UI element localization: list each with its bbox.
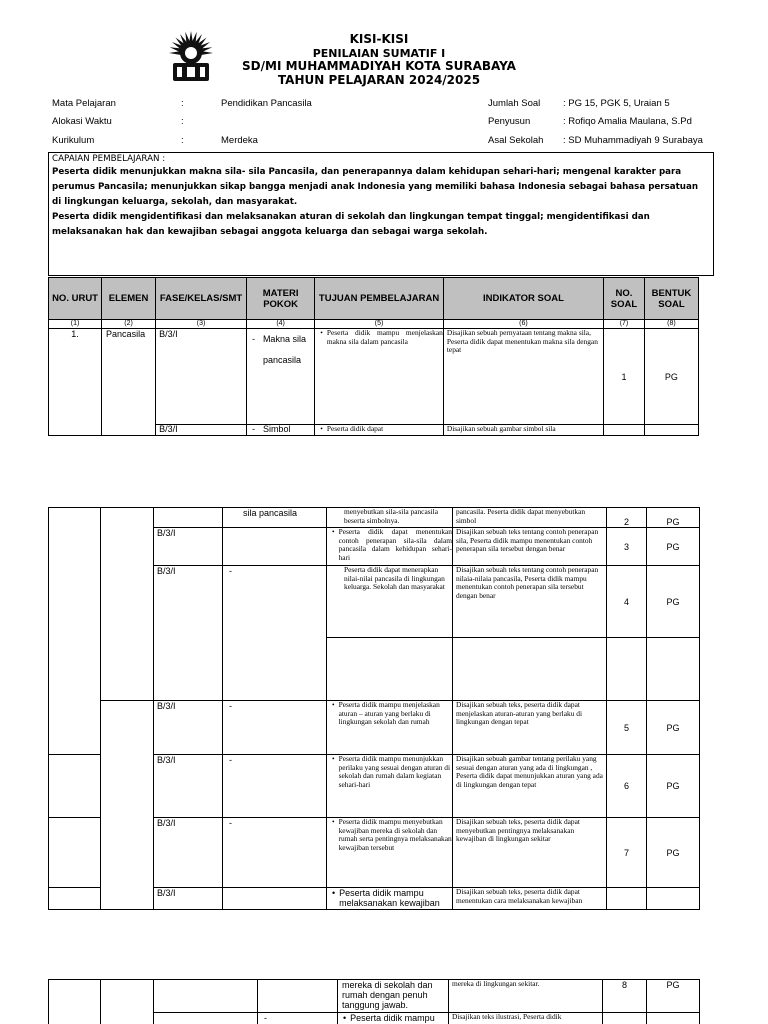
- row-fase: [154, 508, 223, 528]
- row-indikator: Disajikan sebuah teks, peserta didik dapat menyebutkan pentingnya melaksanakan kewajiban di lingkungan sekitar: [453, 818, 607, 888]
- row-indikator: pancasila. Peserta didik dapat menyebutkan simbol: [453, 508, 607, 528]
- row-fase: B/3/I: [154, 755, 223, 818]
- col-number: (2): [102, 320, 156, 329]
- capaian-paragraph-2: Peserta didik mengidentifikasi dan melaksanakan aturan di sekolah dan lingkungan tempat tinggal; mengidentifikasi dan melaksanakan hak dan kewajiban sebagai anggota keluarga dan sebagai warga sekolah.: [52, 212, 650, 237]
- row-bentuk: [647, 888, 700, 910]
- row-indikator: Disajikan sebuah teks tentang contoh penerapan nilaia-nilaia pancasila, Peserta didik mampu menentukan contoh penerapan sila tersebut dengan benar: [453, 566, 607, 638]
- doc-title: KISI-KISI: [349, 32, 409, 46]
- row-bentuk: PG: [647, 980, 700, 1013]
- row-bentuk: PG: [647, 701, 700, 755]
- header-tujuan: TUJUAN PEMBELAJARAN: [315, 278, 444, 320]
- header-fase: FASE/KELAS/SMT: [156, 278, 247, 320]
- asal-value: : SD Muhammadiyah 9 Surabaya: [563, 135, 703, 146]
- dash-mark: -: [251, 424, 255, 434]
- row-bentuk: [644, 425, 698, 436]
- row-fase: B/3/I: [156, 425, 247, 436]
- dash-mark: -: [251, 334, 255, 344]
- row-materi: -: [223, 701, 327, 755]
- mapel-colon: :: [181, 98, 184, 109]
- row-fase: B/3/I: [154, 701, 223, 755]
- row-no-soal: [604, 425, 645, 436]
- school-year: TAHUN PELAJARAN 2024/2025: [277, 73, 481, 87]
- mapel-value: Pendidikan Pancasila: [221, 98, 312, 109]
- row-no-soal: 1: [604, 329, 645, 425]
- alokasi-colon: :: [181, 116, 184, 127]
- row-no-soal: 5: [607, 701, 647, 755]
- header-elemen: ELEMEN: [102, 278, 156, 320]
- row-indikator: Disajikan teks ilustrasi, Peserta didik: [449, 1013, 603, 1024]
- row-number: [49, 818, 101, 888]
- row-materi: [258, 980, 338, 1013]
- row-indikator: Disajikan sebuah teks, peserta didik dapat menentukan cara melaksanakan kewajiban: [453, 888, 607, 910]
- row-no-soal: 4: [607, 566, 647, 638]
- capaian-box: [48, 152, 714, 276]
- bullet-mark: •: [320, 328, 323, 337]
- row-no-soal: 7: [607, 818, 647, 888]
- tujuan-text: Peserta didik mampu menjelaskan aturan – aturan yang berlaku di lingkungan sekolah dan rumah: [338, 700, 440, 727]
- kurikulum-label: Kurikulum: [52, 135, 95, 146]
- row-no-soal: 6: [607, 755, 647, 818]
- row-tujuan: [327, 566, 453, 638]
- materi-text: Makna sila pancasila: [262, 334, 306, 365]
- table-row: [49, 701, 700, 755]
- row-bentuk: PG: [647, 528, 700, 566]
- empty-cell: [607, 638, 647, 701]
- row-fase: [154, 1013, 258, 1024]
- col-number: (1): [49, 320, 102, 329]
- col-number: (5): [315, 320, 444, 329]
- row-number: [49, 980, 101, 1024]
- row-no-soal: [607, 888, 647, 910]
- doc-subtitle: PENILAIAN SUMATIF I: [312, 47, 446, 60]
- row-materi: [246, 425, 314, 436]
- materi-text: Simbol: [262, 424, 291, 434]
- tujuan-text: Peserta didik mampu menyebutkan kewajiban mereka di sekolah dan rumah serta pentingnya melaksanakan kewajiban tersebut: [338, 817, 452, 852]
- bullet-mark: •: [332, 817, 335, 826]
- row-no-soal: [603, 1013, 647, 1024]
- col-number: (7): [604, 320, 645, 329]
- row-indikator: Disajikan sebuah gambar tentang perilaku yang sesuai dengan aturan yang ada di lingkungan , Peserta didik dapat menunjukkan aturan yang ada di lingkungan dengan tepat: [453, 755, 607, 818]
- row-elemen: [101, 980, 154, 1024]
- col-number: (6): [443, 320, 603, 329]
- table-row: [49, 508, 700, 528]
- tujuan-text: Peserta didik mampu: [350, 1013, 435, 1023]
- row-fase: [154, 980, 258, 1013]
- row-fase: B/3/I: [154, 566, 223, 701]
- school-name: SD/MI MUHAMMADIYAH KOTA SURABAYA: [242, 59, 516, 73]
- row-tujuan: [327, 528, 453, 566]
- row-bentuk: PG: [647, 755, 700, 818]
- row-tujuan: [315, 425, 444, 436]
- row-bentuk: [647, 1013, 700, 1024]
- row-tujuan: menyebutkan sila-sila pancasila beserta simbolnya.: [327, 508, 453, 528]
- mapel-label: Mata Pelajaran: [52, 98, 116, 109]
- row-bentuk: PG: [647, 818, 700, 888]
- capaian-title: CAPAIAN PEMBELAJARAN :: [52, 154, 166, 164]
- empty-cell: [453, 638, 607, 701]
- row-materi: -: [258, 1013, 338, 1024]
- empty-cell: [647, 638, 700, 701]
- row-no-soal: 3: [607, 528, 647, 566]
- row-no-soal: 2: [607, 508, 647, 528]
- row-indikator: mereka di lingkungan sekitar.: [449, 980, 603, 1013]
- tujuan-text: Peserta didik dapat menentukan contoh penerapan sila-sila dalam pancasila dalam kehidupan sehari-hari: [338, 527, 452, 562]
- row-indikator: Disajikan sebuah gambar simbol sila: [443, 425, 603, 436]
- col-number: (4): [246, 320, 314, 329]
- row-tujuan: [315, 329, 444, 425]
- header-no-urut: NO. URUT: [49, 278, 102, 320]
- tujuan-text: Peserta didik mampu menjelaskan makna sila dalam pancasila: [326, 328, 443, 346]
- empty-cell: [327, 638, 453, 701]
- tujuan-text: Peserta didik mampu menunjukkan perilaku yang sesuai dengan aturan di sekolah dan rumah dalam kegiatan sehari-hari: [338, 754, 451, 789]
- bullet-mark: •: [332, 700, 335, 709]
- table-row: [49, 329, 699, 425]
- alokasi-label: Alokasi Waktu: [52, 116, 112, 127]
- penyusun-label: Penyusun: [488, 116, 531, 127]
- row-elemen: [101, 508, 154, 701]
- row-tujuan: [327, 755, 453, 818]
- row-number: [49, 755, 101, 818]
- kurikulum-value: Merdeka: [221, 135, 258, 146]
- row-bentuk: PG: [644, 329, 698, 425]
- header-bentuk: BENTUK SOAL: [644, 278, 698, 320]
- row-tujuan: [338, 1013, 449, 1024]
- capaian-paragraph-1: Peserta didik menunjukkan makna sila- sila Pancasila, dan penerapannya dalam kehidupan sehari-hari; mengenal karakter para perumus Pancasila; menunjukkan sikap bangga menjadi anak Indonesia yang memiliki bahasa Indonesia sebagai bahasa persatuan di lingkungan keluarga, sekolah, dan masyarakat.: [52, 167, 699, 207]
- bullet-mark: •: [320, 424, 323, 433]
- header-indikator: INDIKATOR SOAL: [443, 278, 603, 320]
- row-number: 1.: [49, 329, 102, 436]
- asal-label: Asal Sekolah: [488, 135, 544, 146]
- row-tujuan: [327, 888, 453, 910]
- row-no-soal: 8: [603, 980, 647, 1013]
- tujuan-text: Peserta didik dapat menerapkan nilai-nilai pancasila di lingkungan keluarga. Sekolah dan masyarakat: [344, 565, 445, 592]
- row-materi: [223, 528, 327, 566]
- row-elemen: [101, 701, 154, 910]
- row-materi: [246, 329, 314, 425]
- col-number: (8): [644, 320, 698, 329]
- bullet-mark: •: [343, 1013, 347, 1023]
- jumlah-value: : PG 15, PGK 5, Uraian 5: [563, 98, 670, 109]
- row-materi: sila pancasila: [223, 508, 327, 528]
- bullet-mark: •: [332, 888, 336, 898]
- row-fase: B/3/I: [156, 329, 247, 425]
- row-indikator: Disajikan sebuah pernyataan tentang makna sila, Peserta didik dapat menentukan makna sila dengan tepat: [443, 329, 603, 425]
- row-number: [49, 888, 101, 910]
- bullet-mark: •: [332, 527, 335, 536]
- row-indikator: Disajikan sebuah teks, peserta didik dapat menjelaskan aturan-aturan yang berlaku di lingkungan dengan tepat: [453, 701, 607, 755]
- kisi-table-page1: [48, 277, 699, 436]
- row-tujuan: [327, 701, 453, 755]
- row-number: [49, 508, 101, 755]
- row-tujuan: mereka di sekolah dan rumah dengan penuh tanggung jawab.: [338, 980, 449, 1013]
- row-materi: -: [223, 566, 327, 701]
- header-no-soal: NO. SOAL: [604, 278, 645, 320]
- row-materi: -: [223, 818, 327, 888]
- row-bentuk: PG: [647, 508, 700, 528]
- row-fase: B/3/I: [154, 888, 223, 910]
- row-bentuk: PG: [647, 566, 700, 638]
- row-elemen: Pancasila: [102, 329, 156, 436]
- row-materi: [223, 888, 327, 910]
- table-row: [49, 980, 700, 1013]
- bullet-mark: •: [332, 754, 335, 763]
- row-indikator: Disajikan sebuah teks tentang contoh penerapan sila, Peserta didik mampu menentukan contoh penerapan sila tersebut dengan benar: [453, 528, 607, 566]
- kurikulum-colon: :: [181, 135, 184, 146]
- kisi-table-page2: [48, 507, 700, 910]
- row-tujuan: [327, 818, 453, 888]
- penyusun-value: : Rofiqo Amalia Maulana, S.Pd: [563, 116, 692, 127]
- header-materi: MATERI POKOK: [246, 278, 314, 320]
- tujuan-text: Peserta didik dapat: [326, 424, 384, 433]
- col-number: (3): [156, 320, 247, 329]
- jumlah-label: Jumlah Soal: [488, 98, 541, 109]
- row-materi: -: [223, 755, 327, 818]
- tujuan-text: Peserta didik mampu melaksanakan kewajiban: [339, 888, 440, 908]
- row-fase: B/3/I: [154, 818, 223, 888]
- kisi-table-page3: [48, 979, 700, 1024]
- row-fase: B/3/I: [154, 528, 223, 566]
